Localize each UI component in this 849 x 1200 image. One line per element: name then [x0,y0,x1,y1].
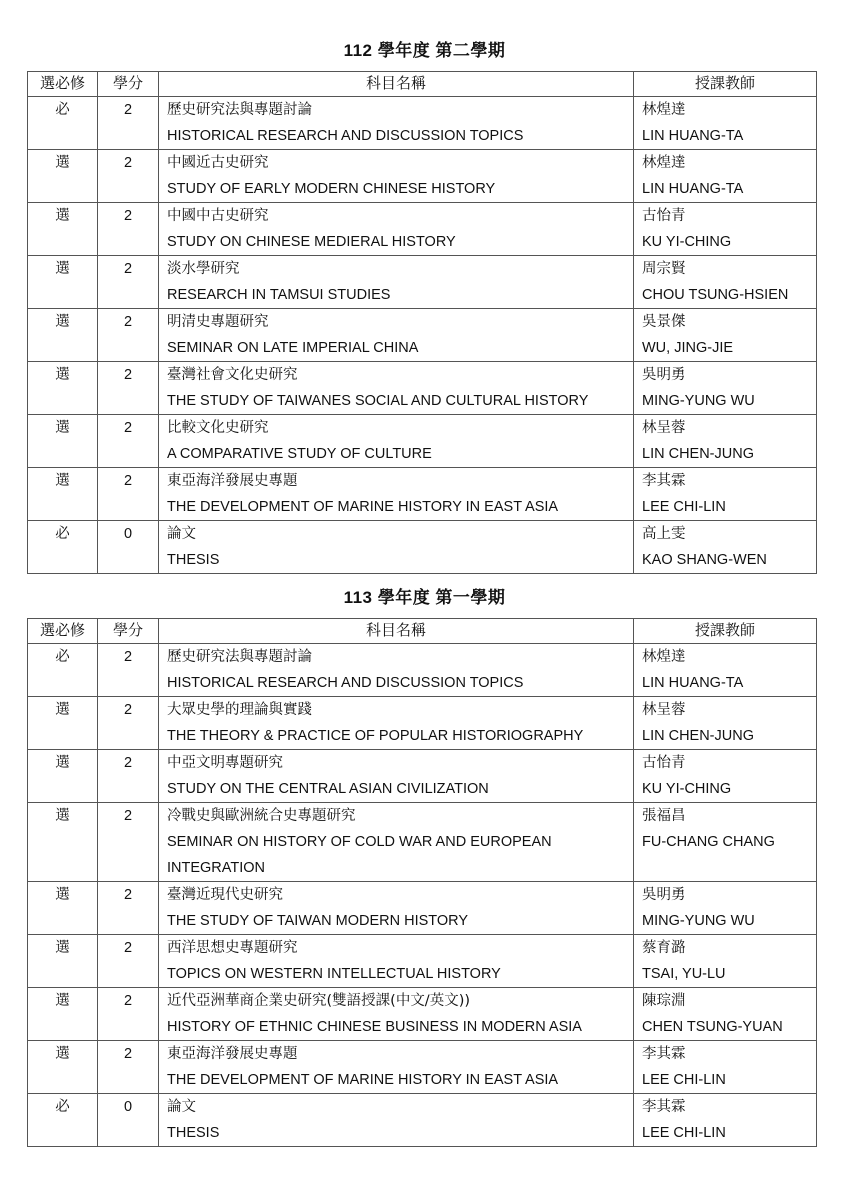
required-elective-cell: 選 [28,256,98,309]
course-name-zh: 中亞文明專題研究 [167,755,283,771]
table-row [28,1094,817,1147]
credits-cell: 2 [98,803,159,882]
required-elective-cell: 選 [28,309,98,362]
instructor-name-zh: 李其霖 [642,1046,686,1062]
instructor-name-en: KU YI-CHING [642,781,732,797]
header-required-elective: 選必修 [28,619,98,644]
course-name-zh: 中國近古史研究 [167,155,269,171]
course-table-1 [27,71,817,574]
table-row [28,97,817,150]
required-elective-cell: 選 [28,1041,98,1094]
course-name-cell [159,988,634,1041]
required-elective-cell: 選 [28,203,98,256]
table-row [28,697,817,750]
header-credits: 學分 [98,72,159,97]
instructor-name-en: LIN CHEN-JUNG [642,446,754,462]
course-name-cell [159,309,634,362]
required-elective-cell: 選 [28,935,98,988]
required-elective-cell: 選 [28,697,98,750]
instructor-cell [634,415,817,468]
course-name-cell [159,150,634,203]
instructor-name-en: LEE CHI-LIN [642,499,726,515]
table-row [28,203,817,256]
table-row [28,882,817,935]
section-title-1: 112 學年度 第二學期 [343,41,506,60]
course-name-en: THESIS [167,1125,220,1141]
credits-cell: 2 [98,203,159,256]
course-name-en: THE STUDY OF TAIWANES SOCIAL AND CULTURAL HISTORY [167,393,589,409]
course-name-en: STUDY ON CHINESE MEDIERAL HISTORY [167,234,456,250]
credits-cell: 2 [98,415,159,468]
course-name-en: THESIS [167,552,220,568]
credits-cell: 2 [98,256,159,309]
required-elective-cell: 選 [28,750,98,803]
required-elective-cell: 選 [28,362,98,415]
required-elective-cell: 選 [28,468,98,521]
credits-cell: 2 [98,644,159,697]
instructor-name-zh: 吳景傑 [642,314,686,330]
header-required-elective: 選必修 [28,72,98,97]
table-row [28,150,817,203]
course-name-cell [159,644,634,697]
course-name-cell [159,750,634,803]
instructor-cell [634,644,817,697]
course-name-zh: 大眾史學的理論與實踐 [167,702,312,718]
course-name-cell [159,256,634,309]
table-row [28,362,817,415]
course-name-cell [159,97,634,150]
instructor-cell [634,882,817,935]
table-row [28,750,817,803]
required-elective-cell: 必 [28,644,98,697]
credits-cell: 2 [98,935,159,988]
instructor-cell [634,697,817,750]
table-row [28,468,817,521]
course-name-en: THE THEORY & PRACTICE OF POPULAR HISTORIOGRAPHY [167,728,584,744]
instructor-cell [634,1094,817,1147]
instructor-name-en: LEE CHI-LIN [642,1072,726,1088]
credits-cell: 0 [98,521,159,574]
instructor-name-zh: 吳明勇 [642,887,686,903]
instructor-cell [634,150,817,203]
instructor-name-zh: 林煌達 [642,649,686,665]
instructor-name-zh: 周宗賢 [642,261,686,277]
credits-cell: 2 [98,1041,159,1094]
required-elective-cell: 必 [28,97,98,150]
table-row [28,1041,817,1094]
header-course-name: 科目名稱 [159,619,634,644]
table-row [28,803,817,882]
header-instructor: 授課教師 [634,72,817,97]
instructor-cell [634,97,817,150]
course-name-zh: 明清史專題研究 [167,314,269,330]
instructor-name-en: CHEN TSUNG-YUAN [642,1019,783,1035]
course-name-zh: 冷戰史與歐洲統合史專題研究 [167,808,356,824]
course-name-zh: 比較文化史研究 [167,420,269,436]
course-name-zh: 中國中古史研究 [167,208,269,224]
instructor-name-en: LIN CHEN-JUNG [642,728,754,744]
credits-cell: 2 [98,362,159,415]
instructor-cell [634,988,817,1041]
table-row [28,988,817,1041]
instructor-name-zh: 張福昌 [642,808,686,824]
instructor-name-en: MING-YUNG WU [642,393,755,409]
course-name-en: SEMINAR ON HISTORY OF COLD WAR AND EUROPEAN INTEGRATION [167,834,552,876]
instructor-name-en: CHOU TSUNG-HSIEN [642,287,789,303]
course-name-cell [159,521,634,574]
instructor-cell [634,309,817,362]
instructor-name-zh: 林煌達 [642,155,686,171]
course-name-cell [159,803,634,882]
course-name-zh: 東亞海洋發展史專題 [167,1046,298,1062]
instructor-name-en: LIN HUANG-TA [642,128,744,144]
instructor-name-zh: 李其霖 [642,473,686,489]
required-elective-cell: 必 [28,521,98,574]
table-row [28,415,817,468]
table-row [28,256,817,309]
course-name-zh: 西洋思想史專題研究 [167,940,298,956]
course-name-en: TOPICS ON WESTERN INTELLECTUAL HISTORY [167,966,501,982]
course-name-en: THE DEVELOPMENT OF MARINE HISTORY IN EAST ASIA [167,1072,559,1088]
course-name-en: HISTORICAL RESEARCH AND DISCUSSION TOPICS [167,128,524,144]
instructor-name-zh: 古怡青 [642,755,686,771]
instructor-name-zh: 古怡青 [642,208,686,224]
section-title-2: 113 學年度 第一學期 [343,588,506,607]
instructor-name-en: FU-CHANG CHANG [642,834,775,850]
course-name-en: THE STUDY OF TAIWAN MODERN HISTORY [167,913,469,929]
required-elective-cell: 選 [28,882,98,935]
instructor-cell [634,468,817,521]
credits-cell: 2 [98,97,159,150]
table-body-1 [28,97,817,574]
header-credits: 學分 [98,619,159,644]
required-elective-cell: 選 [28,988,98,1041]
course-name-en: A COMPARATIVE STUDY OF CULTURE [167,446,432,462]
course-name-zh: 歷史研究法與專題討論 [167,649,312,665]
table-row [28,521,817,574]
instructor-name-zh: 陳琮淵 [642,993,686,1009]
instructor-name-en: MING-YUNG WU [642,913,755,929]
table-body-2 [28,644,817,1147]
course-name-en: SEMINAR ON LATE IMPERIAL CHINA [167,340,419,356]
instructor-name-en: LIN HUANG-TA [642,675,744,691]
course-name-cell [159,1094,634,1147]
header-course-name: 科目名稱 [159,72,634,97]
course-name-zh: 論文 [167,526,196,542]
course-name-cell [159,203,634,256]
credits-cell: 2 [98,150,159,203]
instructor-name-zh: 高上雯 [642,526,686,542]
required-elective-cell: 選 [28,150,98,203]
course-name-zh: 臺灣近現代史研究 [167,887,283,903]
table-header-row [28,619,817,644]
required-elective-cell: 選 [28,803,98,882]
instructor-name-en: KAO SHANG-WEN [642,552,767,568]
instructor-name-zh: 林呈蓉 [642,420,686,436]
course-name-zh: 淡水學研究 [167,261,240,277]
credits-cell: 2 [98,309,159,362]
table-row [28,309,817,362]
credits-cell: 2 [98,750,159,803]
instructor-name-zh: 林煌達 [642,102,686,118]
credits-cell: 2 [98,697,159,750]
header-instructor: 授課教師 [634,619,817,644]
instructor-cell [634,203,817,256]
course-name-zh: 歷史研究法與專題討論 [167,102,312,118]
instructor-name-zh: 李其霖 [642,1099,686,1115]
credits-cell: 2 [98,468,159,521]
credits-cell: 2 [98,988,159,1041]
instructor-cell [634,935,817,988]
instructor-name-zh: 吳明勇 [642,367,686,383]
credits-cell: 0 [98,1094,159,1147]
table-header-row [28,72,817,97]
required-elective-cell: 必 [28,1094,98,1147]
course-name-zh: 近代亞洲華商企業史研究(雙語授課(中文/英文)) [167,993,471,1009]
course-name-en: STUDY ON THE CENTRAL ASIAN CIVILIZATION [167,781,489,797]
instructor-name-en: WU, JING-JIE [642,340,734,356]
course-name-cell [159,1041,634,1094]
instructor-name-zh: 蔡育潞 [642,940,686,956]
course-name-en: HISTORICAL RESEARCH AND DISCUSSION TOPICS [167,675,524,691]
course-name-cell [159,415,634,468]
course-name-cell [159,697,634,750]
course-name-zh: 東亞海洋發展史專題 [167,473,298,489]
course-name-cell [159,882,634,935]
course-name-cell [159,935,634,988]
course-table-2 [27,618,817,1147]
course-name-zh: 論文 [167,1099,196,1115]
course-name-en: THE DEVELOPMENT OF MARINE HISTORY IN EAST ASIA [167,499,559,515]
instructor-cell [634,362,817,415]
table-row [28,935,817,988]
course-name-en: RESEARCH IN TAMSUI STUDIES [167,287,391,303]
instructor-cell [634,256,817,309]
course-name-en: HISTORY OF ETHNIC CHINESE BUSINESS IN MODERN ASIA [167,1019,582,1035]
table-row [28,644,817,697]
instructor-name-zh: 林呈蓉 [642,702,686,718]
course-name-cell [159,362,634,415]
instructor-name-en: KU YI-CHING [642,234,732,250]
instructor-cell [634,1041,817,1094]
instructor-cell [634,521,817,574]
instructor-name-en: LIN HUANG-TA [642,181,744,197]
credits-cell: 2 [98,882,159,935]
instructor-name-en: LEE CHI-LIN [642,1125,726,1141]
course-name-cell [159,468,634,521]
instructor-cell [634,750,817,803]
instructor-name-en: TSAI, YU-LU [642,966,726,982]
required-elective-cell: 選 [28,415,98,468]
course-name-zh: 臺灣社會文化史研究 [167,367,298,383]
instructor-cell [634,803,817,882]
course-name-en: STUDY OF EARLY MODERN CHINESE HISTORY [167,181,496,197]
